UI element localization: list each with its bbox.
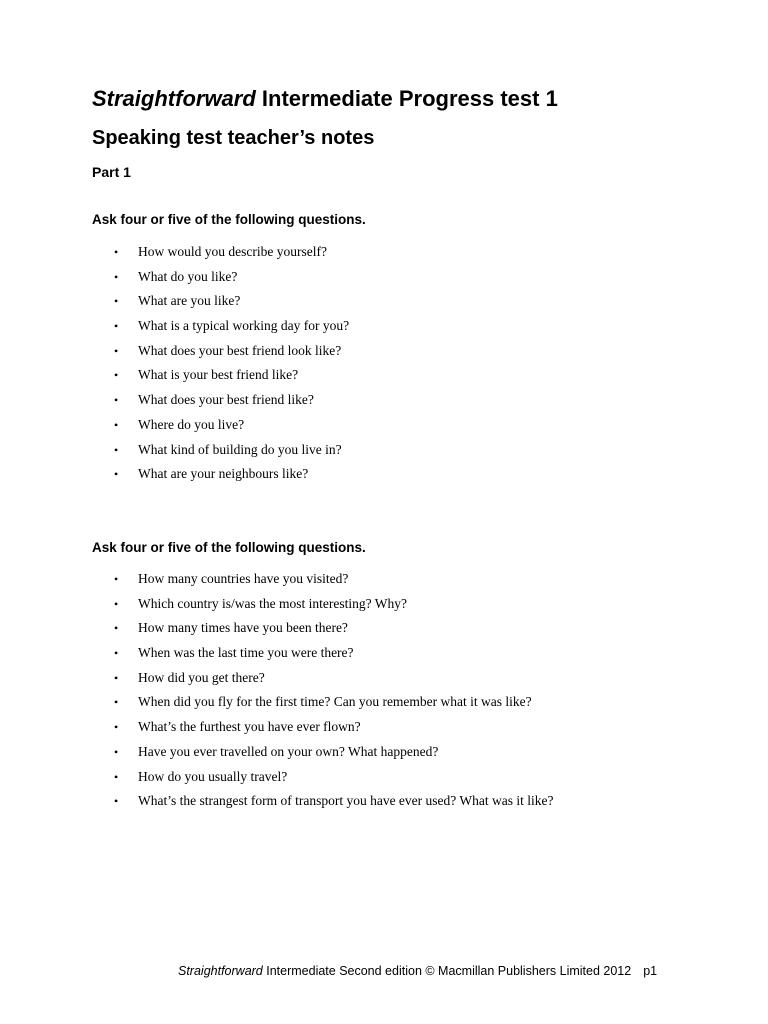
bullet-icon: • bbox=[114, 720, 119, 735]
footer-copyright: Intermediate Second edition © Macmillan Publishers Limited 2012 bbox=[262, 964, 632, 978]
question-text: What does your best friend like? bbox=[138, 392, 314, 408]
question-text: What is your best friend like? bbox=[138, 367, 299, 383]
list-item bbox=[0, 440, 768, 465]
bullet-icon: • bbox=[114, 393, 119, 408]
question-text: How would you describe yourself? bbox=[138, 244, 327, 259]
list-item bbox=[0, 692, 768, 717]
question-text: When did you fly for the first time? Can you remember what it was like? bbox=[138, 694, 532, 710]
section-2-question-list bbox=[0, 569, 768, 816]
question-text: What is a typical working day for you? bbox=[138, 318, 350, 334]
section-2-instruction: Ask four or five of the following questions. bbox=[92, 540, 366, 555]
question-text: Which country is/was the most interesting? Why? bbox=[138, 595, 407, 611]
question-text: What are you like? bbox=[138, 293, 241, 309]
bullet-icon: • bbox=[114, 670, 119, 685]
list-item bbox=[0, 291, 768, 316]
bullet-icon: • bbox=[114, 646, 119, 661]
bullet-icon: • bbox=[114, 343, 119, 358]
bullet-icon: • bbox=[114, 572, 119, 586]
bullet-icon: • bbox=[114, 319, 119, 334]
title-book-name: Straightforward bbox=[92, 86, 256, 111]
page-footer bbox=[178, 963, 657, 979]
question-text: What’s the strangest form of transport you have ever used? What was it like? bbox=[138, 793, 554, 809]
question-text: What do you like? bbox=[138, 268, 238, 284]
question-text: What are your neighbours like? bbox=[138, 466, 309, 482]
bullet-icon: • bbox=[114, 596, 119, 611]
question-text: How many countries have you visited? bbox=[138, 571, 349, 586]
question-text: What’s the furthest you have ever flown? bbox=[138, 719, 361, 735]
title-rest: Intermediate Progress test 1 bbox=[255, 86, 558, 111]
bullet-icon: • bbox=[114, 695, 119, 710]
bullet-icon: • bbox=[114, 769, 119, 784]
bullet-icon: • bbox=[114, 744, 119, 759]
list-item bbox=[0, 767, 768, 792]
question-text: What does your best friend look like? bbox=[138, 342, 342, 358]
bullet-icon: • bbox=[114, 417, 119, 432]
section-1-question-list bbox=[0, 242, 768, 489]
bullet-icon: • bbox=[114, 467, 119, 482]
bullet-icon: • bbox=[114, 442, 119, 457]
bullet-icon: • bbox=[114, 269, 119, 284]
bullet-icon: • bbox=[114, 621, 119, 636]
bullet-icon: • bbox=[114, 245, 119, 259]
list-item bbox=[0, 267, 768, 292]
question-text: How many times have you been there? bbox=[138, 620, 348, 636]
list-item bbox=[0, 390, 768, 415]
list-item bbox=[0, 316, 768, 341]
question-text: What kind of building do you live in? bbox=[138, 441, 342, 457]
question-text: Have you ever travelled on your own? What happened? bbox=[138, 743, 439, 759]
question-text: How did you get there? bbox=[138, 669, 265, 685]
list-item bbox=[0, 643, 768, 668]
question-text: When was the last time you were there? bbox=[138, 645, 354, 661]
question-text: Where do you live? bbox=[138, 416, 245, 432]
footer-book-name: Straightforward bbox=[178, 964, 263, 978]
list-item bbox=[0, 618, 768, 643]
page-number: p1 bbox=[643, 964, 658, 978]
list-item bbox=[0, 415, 768, 440]
bullet-icon: • bbox=[114, 794, 119, 809]
bullet-icon: • bbox=[114, 368, 119, 383]
list-item bbox=[0, 569, 768, 594]
list-item bbox=[0, 791, 768, 816]
list-item bbox=[0, 365, 768, 390]
list-item bbox=[0, 341, 768, 366]
list-item bbox=[0, 594, 768, 619]
list-item bbox=[0, 242, 768, 267]
list-item bbox=[0, 717, 768, 742]
bullet-icon: • bbox=[114, 294, 119, 309]
part-heading: Part 1 bbox=[92, 164, 131, 180]
question-text: How do you usually travel? bbox=[138, 768, 288, 784]
list-item bbox=[0, 668, 768, 693]
section-1-instruction: Ask four or five of the following questions. bbox=[92, 212, 366, 227]
list-item bbox=[0, 742, 768, 767]
page-title bbox=[92, 85, 558, 113]
page-subtitle: Speaking test teacher’s notes bbox=[92, 127, 375, 149]
list-item bbox=[0, 464, 768, 489]
